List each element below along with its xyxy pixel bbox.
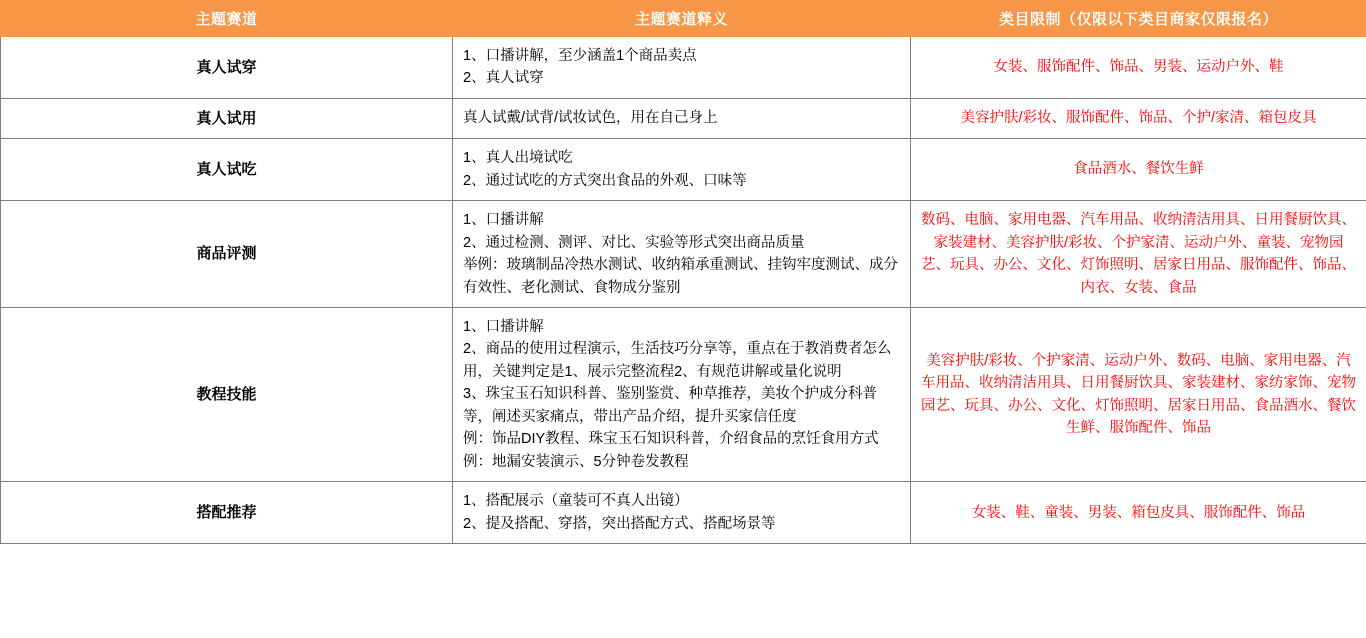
table-row xyxy=(1,37,1366,99)
track-name-cell: 真人试用 xyxy=(1,98,453,138)
category-limit-cell xyxy=(911,37,1366,99)
desc-line: 2、商品的使用过程演示，生活技巧分享等，重点在于教消费者怎么用，关键判定是1、展示完整流程2、有规范讲解或量化说明 xyxy=(463,341,892,380)
desc-line: 举例：玻璃制品冷热水测试、收纳箱承重测试、挂钩牢度测试、成分有效性、老化测试、食物成分鉴别 xyxy=(463,257,898,296)
table-body xyxy=(1,37,1366,544)
desc-line: 2、真人试穿 xyxy=(463,70,544,87)
category-limit-text: 数码、电脑、家用电器、汽车用品、收纳清洁用具、日用餐厨饮具、家装建材、美容护肤/彩妆、个护家清、运动户外、童装、宠物园艺、玩具、办公、文化、灯饰照明、居家日用品、服饰配件、饰品、内衣、女装、食品 xyxy=(921,212,1356,296)
table-header-row xyxy=(1,1,1366,37)
category-limit-text: 女装、鞋、童装、男装、箱包皮具、服饰配件、饰品 xyxy=(971,504,1306,521)
table-row xyxy=(1,201,1366,308)
category-limit-cell xyxy=(911,98,1366,138)
column-header-category-limit: 类目限制（仅限以下类目商家仅限报名） xyxy=(911,1,1366,37)
desc-line: 1、口播讲解 xyxy=(463,212,544,229)
desc-line: 1、搭配展示（童装可不真人出镜） xyxy=(463,493,689,510)
desc-line: 2、通过检测、测评、对比、实验等形式突出商品质量 xyxy=(463,234,805,251)
track-name-cell: 教程技能 xyxy=(1,308,453,482)
category-limit-cell xyxy=(911,139,1366,201)
column-header-track-name: 主题赛道 xyxy=(1,1,453,37)
track-desc-cell xyxy=(453,139,911,201)
category-limit-text: 食品酒水、餐饮生鲜 xyxy=(1073,161,1204,178)
desc-line: 1、口播讲解 xyxy=(463,319,544,335)
desc-line: 3、珠宝玉石知识科普、鉴别鉴赏、种草推荐，美妆个护成分科普等，阐述买家痛点，带出产品介绍，提升买家信任度 xyxy=(463,386,878,425)
desc-line: 真人试戴/试背/试妆试色，用在自己身上 xyxy=(463,110,718,127)
track-desc-cell xyxy=(453,98,911,138)
track-name-cell: 商品评测 xyxy=(1,201,453,308)
table-row xyxy=(1,98,1366,138)
desc-line: 2、通过试吃的方式突出食品的外观、口味等 xyxy=(463,172,747,189)
track-desc-cell xyxy=(453,201,911,308)
track-name-cell: 搭配推荐 xyxy=(1,482,453,544)
table-row xyxy=(1,139,1366,201)
track-desc-cell xyxy=(453,37,911,99)
desc-line: 1、口播讲解，至少涵盖1个商品卖点 xyxy=(463,48,697,64)
category-limit-text: 女装、服饰配件、饰品、男装、运动户外、鞋 xyxy=(993,59,1284,76)
category-limit-cell xyxy=(911,308,1366,482)
table-row xyxy=(1,308,1366,482)
table-header xyxy=(1,1,1366,37)
track-desc-cell xyxy=(453,482,911,544)
category-limit-cell xyxy=(911,201,1366,308)
category-limit-text: 美容护肤/彩妆、服饰配件、饰品、个护/家清、箱包皮具 xyxy=(960,110,1317,127)
desc-line: 2、提及搭配、穿搭，突出搭配方式、搭配场景等 xyxy=(463,515,776,532)
column-header-track-definition: 主题赛道释义 xyxy=(453,1,911,37)
table-row xyxy=(1,482,1366,544)
desc-line: 例：地漏安装演示、5分钟卷发教程 xyxy=(463,453,689,470)
category-limit-text: 美容护肤/彩妆、个护家清、运动户外、数码、电脑、家用电器、汽车用品、收纳清洁用具、日用餐厨饮具、家装建材、家纺家饰、宠物园艺、玩具、办公、文化、灯饰照明、居家日用品、食品酒水、餐饮生鲜、服饰配件、饰品 xyxy=(921,352,1356,437)
desc-line: 例：饰品DIY教程、珠宝玉石知识科普，介绍食品的烹饪食用方式 xyxy=(463,431,879,448)
track-name-cell: 真人试吃 xyxy=(1,139,453,201)
track-name-cell: 真人试穿 xyxy=(1,37,453,99)
track-desc-cell xyxy=(453,308,911,482)
category-limit-cell xyxy=(911,482,1366,544)
desc-line: 1、真人出境试吃 xyxy=(463,150,573,167)
